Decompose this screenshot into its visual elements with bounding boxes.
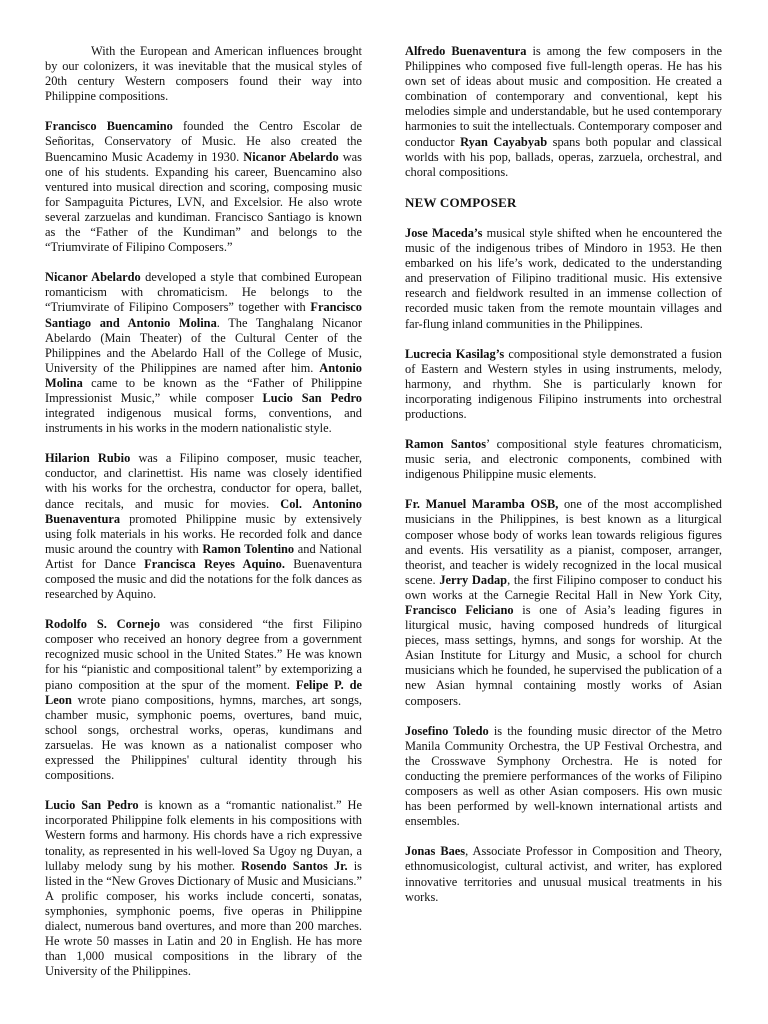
bold-name: Nicanor Abelardo — [243, 149, 339, 164]
paragraph-buencamino — [45, 119, 362, 255]
bold-name: Hilarion Rubio — [45, 451, 131, 466]
bold-name: Rosendo Santos Jr. — [241, 858, 348, 873]
bold-name: Lucio San Pedro — [262, 390, 362, 405]
bold-name: Ryan Cayabyab — [460, 134, 548, 149]
text-run: is known as a “romantic nationalist.” He incorporated Philippine folk elements in his compositions with Western forms and harmony. His chords have a rich expressive tonality, as represented in his well-loved Sa Ugoy ng Duyan, a lullaby melody sung by his mother. — [45, 798, 362, 873]
text-run: was a Filipino composer, music teacher, conductor, and clarinettist. His name was closely identified with his works for the orchestra, conductor for opera, ballet, dance recitals, and music for movies. — [45, 451, 362, 511]
section-heading: NEW COMPOSER — [405, 194, 517, 210]
bold-name: Ramon Santos — [405, 437, 487, 452]
text-run: is one of Asia’s leading figures in liturgical music, having composed hundreds of liturgical pieces, mass settings, hymns, and songs for worship. At the Asian Institute for Liturgy and Music, a school for church musicians which he founded, he supervised the publication of a new Asian hymnal containing mostly works of Asian composers. — [405, 603, 722, 708]
text-run: one of the most accomplished musicians in the Philippines, is best known as a liturgical composer whose body of works lean towards religious figures and events. His versatility as a pianist, composer, arranger, theorist, and teacher is widely recognized in the local musical scene. — [405, 497, 723, 587]
paragraph-maramba — [405, 497, 722, 708]
paragraph-kasilag — [405, 347, 722, 422]
bold-name: Antonio Molina — [45, 360, 362, 390]
text-run: musical style shifted when he encountered the music of the indigenous tribes of Mindoro in 1953. He then embarked on his life’s work, dedicated to the understanding and preservation of Filipino traditional music. His extensive research and fieldwork resulted in an immense collection of recorded music taken from the remote mountain villages and far-flung inland communities in the Philippines. — [405, 225, 722, 331]
paragraph-intro — [45, 44, 362, 104]
paragraph-cornejo — [45, 617, 362, 783]
paragraph-toledo — [405, 724, 722, 830]
text-run: integrated indigenous musical forms, conventions, and instruments in his works in the modern nationalistic style. — [45, 406, 362, 436]
bold-name: Alfredo Buenaventura — [405, 44, 527, 58]
text-run: , Associate Professor in Composition and Theory, ethnomusicologist, cultural activist, and writer, has explored innovative territories and unusual musical treatments in his works. — [405, 844, 722, 904]
text-run: and National Artist for Dance — [45, 541, 362, 571]
bold-name: Francisca Reyes Aquino. — [144, 556, 285, 571]
bold-name: Jerry Dadap — [439, 572, 508, 587]
text-run: was one of his students. Expanding his career, Buencamino also ventured into musical direction and scoring, composing music for Sampaguita Pictures, LVN, and Excelsior. He also wrote several zarzuelas and kundiman. Francisco Santiago is known as the “Father of the Kundiman” and belongs to the “Triumvirate of Filipino Composers.” — [45, 149, 362, 255]
right-column-bottom — [405, 226, 722, 905]
bold-name: Fr. Manuel Maramba OSB, — [405, 497, 559, 512]
bold-name: Rodolfo S. Cornejo — [45, 617, 161, 632]
paragraph-maceda — [405, 226, 722, 332]
left-column — [45, 44, 362, 994]
bold-name: Lucio San Pedro — [45, 798, 139, 813]
paragraph-abelardo — [45, 270, 362, 436]
right-column-top — [405, 44, 722, 180]
bold-name: Jose Maceda’s — [405, 225, 483, 240]
bold-name: Ramon Tolentino — [202, 541, 295, 556]
text-run: . The Tanghalang Nicanor Abelardo (Main Theater) of the Cultural Center of the Philippines and the Abelardo Hall of the College of Music, University of the Philippines are named after him. — [45, 315, 362, 375]
paragraph-rubio — [45, 451, 362, 602]
text-run: , the first Filipino composer to conduct his own works at the Carnegie Recital Hall in New York City, — [405, 572, 722, 602]
text-run: compositional style demonstrated a fusion of Eastern and Western styles in using instruments, melody, harmony, and rhythm. She is particularly known for incorporating indigenous Filipino instruments into orchestral productions. — [405, 346, 722, 421]
bold-name: Felipe P. de Leon — [45, 677, 362, 707]
text-run: With the European and American influences brought by our colonizers, it was inevitable that the musical styles of 20th century Western composers found their way into Philippine compositions. — [45, 44, 362, 104]
text-run: is listed in the “New Groves Dictionary of Music and Musicians.” A prolific composer, his works include concerti, sonatas, symphonies, symphonic poems, five operas in Philippine dialect, numerous band overtures, and more than 200 marches. He wrote 50 masses in Latin and 20 in English. He has more than 1,000 musical compositions in the library of the University of the Philippines. — [45, 858, 363, 979]
bold-name: Lucrecia Kasilag’s — [405, 346, 505, 361]
right-column — [405, 44, 722, 920]
text-run: is the founding music director of the Metro Manila Community Orchestra, the UP Festival Orchestra, and the Crosswave Symphony Orchestra. He is noted for conducting the premiere performances of the works of Filipino composers as well as other Asian composers. His own music has been performed by well-known international artists and ensembles. — [405, 723, 723, 829]
bold-name: Josefino Toledo — [405, 723, 489, 738]
text-run: is among the few composers in the Philippines who composed five full-length operas. He has his own set of ideas about music and composition. He created a combination of contemporary and conventional, kept his melodies simple and understandable, but he used contemporary harmonies to suit the intellectuals. Contemporary composer and conductor — [405, 44, 723, 149]
bold-name: Francisco Santiago and Antonio Molina — [45, 300, 362, 330]
bold-name: Nicanor Abelardo — [45, 270, 141, 285]
text-run: came to be known as the “Father of Philippine Impressionist Music,” while composer — [45, 375, 362, 405]
text-run: was considered “the first Filipino composer who received an honory degree from a government recognized music school in the United States.” He was known for his “pianistic and compositional talent” by extemporizing a piano composition at the spur of the moment. — [45, 617, 362, 692]
text-run: spans both popular and classical worlds with his pop, ballads, operas, zarzuela, orchestral, and choral compositions. — [405, 134, 722, 179]
text-run: developed a style that combined European romanticism with chromaticism. He belongs to the “Triumvirate of Filipino Composers” together with — [45, 270, 362, 315]
paragraph-alfredo — [405, 44, 722, 180]
text-run: ’ compositional style features chromaticism, music seria, and electronic components, combined with indigenous Philippine music elements. — [405, 437, 722, 482]
bold-name: Col. Antonino Buenaventura — [45, 496, 362, 526]
text-run: wrote piano compositions, hymns, marches, art songs, chamber music, symphonic poems, overtures, band muic, school songs, orchestral works, operas, kundimans and zarsuelas. He was known as a nationalist composer who expressed the Philippines' cultural identity through his compositions. — [45, 692, 362, 783]
paragraph-baes — [405, 844, 722, 904]
text-run: Buenaventura composed the music and did the notations for the folk dances as researched by Aquino. — [45, 556, 362, 602]
text-run: founded the Centro Escolar de Señoritas, Conservatory of Music. He also created the Buencamino Music Academy in 1930. — [45, 119, 362, 164]
bold-name: Jonas Baes — [405, 844, 466, 859]
bold-name: Francisco Buencamino — [45, 119, 173, 134]
paragraph-sanpedro — [45, 798, 362, 979]
text-run: promoted Philippine music by extensively using folk materials in his works. He recorded folk and dance music around the country with — [45, 511, 362, 556]
bold-name: Francisco Feliciano — [405, 603, 514, 617]
paragraph-santos — [405, 437, 722, 482]
